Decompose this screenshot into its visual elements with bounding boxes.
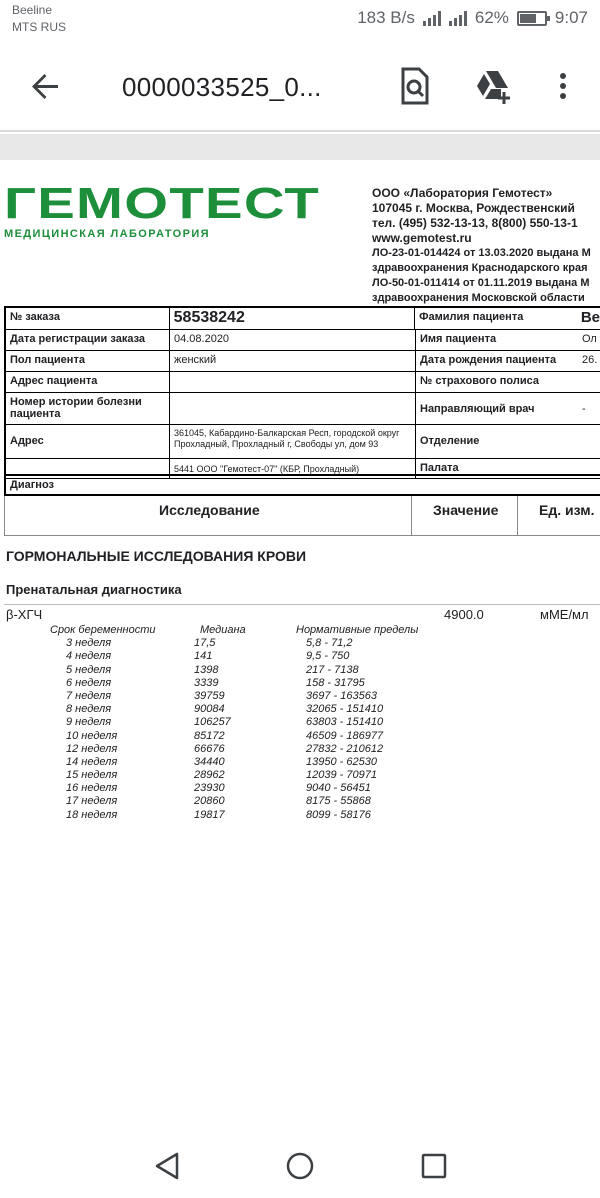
range-cell: 3697 - 163563 [306, 689, 377, 702]
reference-row [20, 730, 440, 743]
range-cell: 63803 - 151410 [306, 716, 384, 729]
week-cell: 3 неделя [66, 637, 112, 650]
week-cell: 6 неделя [66, 676, 112, 689]
reference-row [20, 703, 440, 716]
gemotest-logo [4, 179, 321, 240]
week-cell: 10 неделя [66, 729, 118, 742]
nav-recents-icon[interactable] [416, 1148, 452, 1184]
sex-value: женский [170, 351, 416, 371]
lab-phone: тел. (495) 532-13-13, 8(800) 550-13-1 [372, 216, 578, 230]
results-header [4, 496, 600, 536]
medical-history-label: Номер истории болезни пациента [6, 393, 170, 424]
pdf-viewer[interactable] [0, 134, 600, 1134]
registration-date-value: 04.08.2020 [170, 330, 416, 350]
range-cell: 32065 - 151410 [306, 703, 384, 716]
range-cell: 158 - 31795 [306, 676, 365, 689]
name-label: Имя пациента [420, 333, 497, 345]
week-cell: 4 неделя [66, 650, 112, 663]
info-row [6, 330, 600, 351]
signal-icon [423, 10, 441, 26]
week-cell: 18 неделя [66, 808, 118, 821]
back-arrow-icon[interactable] [28, 68, 64, 104]
name-value: Ол [582, 333, 597, 345]
sex-label: Пол пациента [6, 351, 170, 371]
week-cell: 15 неделя [66, 769, 118, 782]
median-cell: 39759 [194, 689, 225, 702]
department-value [578, 425, 600, 458]
range-cell: 9,5 - 750 [306, 650, 350, 663]
median-cell: 17,5 [194, 637, 216, 650]
department-label: Отделение [420, 435, 480, 447]
section-title: ГОРМОНАЛЬНЫЕ ИССЛЕДОВАНИЯ КРОВИ [6, 548, 307, 564]
info-row [6, 308, 600, 330]
median-cell: 1398 [194, 663, 219, 676]
week-cell: 5 неделя [66, 663, 112, 676]
lab-website: www.gemotest.ru [372, 231, 472, 245]
carrier-name-primary: Beeline [12, 3, 53, 17]
more-options-icon[interactable] [548, 66, 578, 106]
reference-row [20, 716, 440, 729]
test-unit: мМЕ/мл [540, 607, 589, 622]
logo-subtitle: МЕДИЦИНСКАЯ ЛАБОРАТОРИЯ [4, 228, 210, 240]
network-speed: 183 B/s [357, 8, 415, 27]
median-cell: 23930 [194, 782, 225, 795]
week-cell: 9 неделя [66, 716, 112, 729]
info-row [6, 425, 600, 459]
reference-row [20, 650, 440, 663]
referring-doctor-value: - [582, 403, 586, 415]
lab-address: 107045 г. Москва, Рождественский [372, 201, 575, 215]
unit-column-header: Ед. изм. [539, 502, 595, 518]
ward-label: Палата [420, 462, 459, 474]
reference-row [20, 769, 440, 782]
address-label: Адрес [6, 425, 170, 458]
study-column-header: Исследование [159, 502, 260, 518]
median-cell: 85172 [194, 729, 225, 742]
range-cell: 46509 - 186977 [306, 729, 384, 742]
column-divider [411, 496, 412, 536]
test-value: 4900.0 [444, 607, 484, 622]
median-header: Медиана [200, 624, 246, 636]
document-title: 0000033525_0... [122, 72, 322, 102]
week-cell: 17 неделя [66, 795, 118, 808]
navigation-bar [0, 1134, 600, 1198]
referring-doctor-label: Направляющий врач [420, 403, 535, 415]
range-cell: 5,8 - 71,2 [306, 637, 353, 650]
reference-row [20, 756, 440, 769]
week-cell: 7 неделя [66, 689, 112, 702]
surname-value: Ве [580, 309, 600, 326]
office-value: 5441 ООО "Гемотест-07" (КБР, Прохладный) [170, 459, 416, 478]
nav-home-icon[interactable] [282, 1148, 318, 1184]
test-result-row [4, 604, 600, 624]
laboratory-info [372, 186, 591, 306]
surname-label: Фамилия пациента [419, 311, 524, 323]
test-name: β-ХГЧ [6, 607, 43, 622]
status-indicators [357, 8, 588, 28]
lab-name: ООО «Лаборатория Гемотест» [372, 186, 553, 200]
range-cell: 8099 - 58176 [306, 808, 371, 821]
week-cell: 16 неделя [66, 782, 118, 795]
median-cell: 141 [194, 650, 213, 663]
median-cell: 90084 [194, 703, 225, 716]
patient-address-label: Адрес пациента [6, 372, 170, 392]
battery-icon [517, 11, 547, 26]
nav-back-icon[interactable] [150, 1148, 186, 1184]
license-line: ЛО-23-01-014424 от 13.03.2020 выдана М [372, 247, 591, 259]
add-to-drive-icon[interactable] [474, 66, 514, 106]
median-cell: 3339 [194, 676, 219, 689]
info-row [6, 372, 600, 393]
median-cell: 66676 [194, 742, 225, 755]
logo-wordmark: ГЕМОТЕСТ [4, 179, 321, 228]
license-line: ЛО-50-01-011414 от 01.11.2019 выдана М [372, 277, 590, 289]
reference-header [20, 624, 440, 637]
reference-row [20, 795, 440, 808]
birth-date-value: 26. [582, 354, 598, 366]
week-header: Срок беременности [50, 624, 156, 636]
value-column-header: Значение [433, 502, 499, 518]
insurance-label: № страхового полиса [420, 375, 539, 387]
range-cell: 8175 - 55868 [306, 795, 371, 808]
column-divider [517, 496, 518, 536]
median-cell: 34440 [194, 755, 225, 768]
signal-icon-second-sim [449, 10, 467, 26]
order-label: № заказа [6, 308, 170, 329]
reference-row [20, 637, 440, 650]
search-in-document-icon[interactable] [396, 66, 432, 106]
license-line: здравоохранения Краснодарского края [372, 262, 588, 274]
carrier-name-secondary: MTS RUS [12, 20, 66, 34]
median-cell: 28962 [194, 769, 225, 782]
info-row [6, 351, 600, 372]
median-cell: 20860 [194, 795, 225, 808]
week-cell: 12 неделя [66, 742, 118, 755]
page-gap [0, 134, 600, 160]
range-cell: 27832 - 210612 [306, 742, 384, 755]
medical-history-value [170, 393, 416, 424]
order-number: 58538242 [170, 308, 415, 329]
week-cell: 8 неделя [66, 703, 112, 716]
status-bar [0, 0, 600, 40]
clock: 9:07 [554, 8, 588, 27]
address-value: 361045, Кабардино-Балкарская Респ, городской округ Прохладный, Прохладный г, Свободы ул, дом 93 [170, 425, 416, 458]
reference-row [20, 677, 440, 690]
median-cell: 106257 [194, 716, 231, 729]
reference-ranges-table [20, 624, 440, 822]
patient-address-value [170, 372, 416, 392]
range-cell: 12039 - 70971 [306, 769, 377, 782]
battery-percent: 62% [474, 8, 509, 27]
week-cell: 14 неделя [66, 755, 118, 768]
app-bar [0, 40, 600, 132]
median-cell: 19817 [194, 808, 225, 821]
birth-date-label: Дата рождения пациента [420, 354, 557, 366]
range-header: Нормативные пределы [296, 624, 419, 636]
reference-row [20, 690, 440, 703]
patient-info-table [4, 306, 600, 479]
registration-date-label: Дата регистрации заказа [6, 330, 170, 350]
reference-row [20, 809, 440, 822]
reference-row [20, 782, 440, 795]
range-cell: 217 - 7138 [306, 663, 359, 676]
reference-row [20, 743, 440, 756]
insurance-value [578, 372, 600, 392]
range-cell: 13950 - 62530 [306, 755, 377, 768]
license-line: здравоохранения Московской области [372, 292, 585, 304]
subsection-title: Пренатальная диагностика [6, 582, 182, 597]
range-cell: 9040 - 56451 [306, 782, 371, 795]
diagnosis-label: Диагноз [4, 474, 600, 496]
info-row [6, 393, 600, 425]
reference-row [20, 664, 440, 677]
